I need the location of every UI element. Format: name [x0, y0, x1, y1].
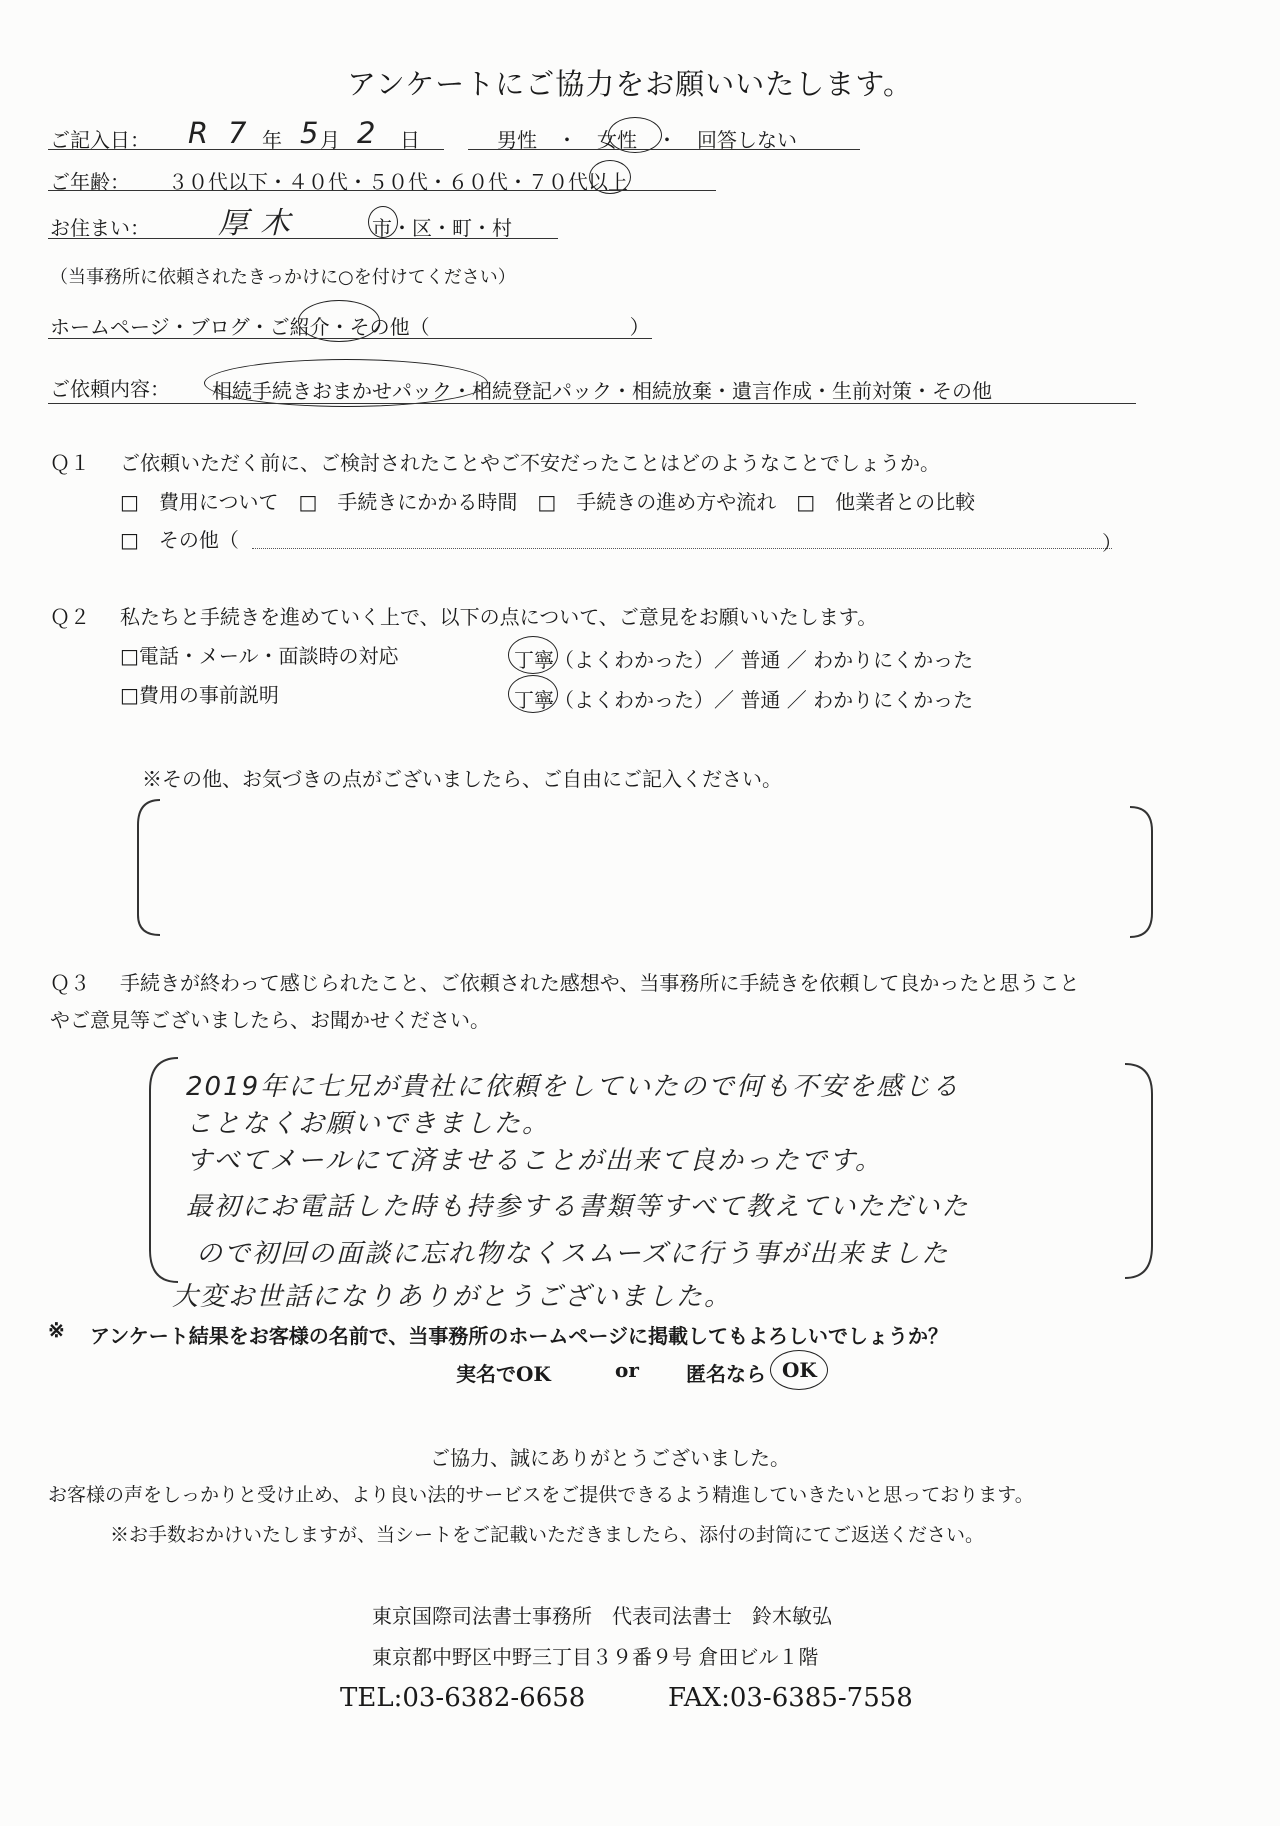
q2-item-1-selected-circle [508, 636, 558, 674]
date-year-unit: 年 [262, 128, 282, 152]
request-selected-circle [204, 359, 488, 407]
trigger-options: ホームページ・ブログ・ご紹介・その他（ ） [50, 315, 650, 339]
residence-underline [48, 238, 558, 239]
q3-answer-box-left-bracket [150, 1058, 178, 1282]
q2-item-2-scale: 丁寧（よくわかった）／ 普通 ／ わかりにくかった [514, 688, 974, 712]
age-selected-circle [589, 160, 631, 194]
age-underline [48, 190, 716, 191]
q3-answer-line-2: ことなくお願いできました。 [186, 1109, 551, 1139]
q2-other-prompt: ※その他、お気づきの点がございましたら、ご自由にご記入ください。 [142, 767, 782, 791]
date-era-value: R [188, 116, 212, 150]
closing-return-note: ※お手数おかけいたしますが、当シートをご記載いただきましたら、添付の封筒にてご返送ください。 [110, 1524, 985, 1546]
office-address: 東京都中野区中野三丁目３９番９号 倉田ビル１階 [372, 1645, 819, 1669]
q2-question: 私たちと手続きを進めていく上で、以下の点について、ご意見をお願いいたします。 [120, 605, 878, 629]
request-options: 相続手続きおまかせパック・相続登記パック・相続放棄・遺言作成・生前対策・その他 [212, 379, 992, 403]
residence-label: お住まい： [50, 216, 150, 240]
q3-answer-line-5: ので初回の面談に忘れ物なくスムーズに行う事が出来ました [196, 1239, 950, 1269]
q1-question: ご依頼いただく前に、ご検討されたことやご不安だったことはどのようなことでしょうか。 [120, 451, 940, 475]
residence-units: 市・区・町・村 [372, 216, 512, 240]
q3-question-line1: 手続きが終わって感じられたこと、ご依頼された感想や、当事務所に手続きを依頼して良かったと思うこと [120, 971, 1080, 995]
date-month-unit: 月 [320, 128, 340, 152]
age-options: ３０代以下・４０代・５０代・６０代・７０代以上 [168, 170, 628, 194]
gender-underline [468, 149, 860, 150]
q1-options: □ 費用について □ 手続きにかかる時間 □ 手続きの進め方や流れ □ 他業者との比較 [120, 490, 976, 514]
age-label: ご年齢： [50, 170, 130, 194]
trigger-underline [48, 338, 652, 339]
residence-city-value: 厚木 [218, 206, 302, 241]
q1-number: Ｑ１ [50, 451, 90, 475]
date-year-value: 7 [228, 116, 250, 150]
publish-selected-circle [770, 1350, 828, 1390]
office-tel: TEL:03-6382-6658 [340, 1683, 586, 1713]
q2-number: Ｑ２ [50, 605, 90, 629]
closing-thanks: ご協力、誠にありがとうございました。 [430, 1446, 790, 1470]
gender-options: 男性 ・ 女性 ・ 回答しない [497, 128, 797, 152]
q1-other-start: □ その他（ [120, 528, 239, 552]
q2-item-2-selected-circle [508, 675, 558, 713]
gender-selected-circle [608, 117, 662, 153]
date-month-value: 5 [300, 116, 322, 150]
date-underline [48, 149, 444, 150]
office-fax: FAX:03-6385-7558 [668, 1683, 913, 1713]
publish-question: アンケート結果をお客様の名前で、当事務所のホームページに掲載してもよろしいでしょうか？ [90, 1324, 948, 1348]
trigger-selected-circle [298, 300, 380, 342]
residence-selected-circle [368, 206, 398, 238]
q3-answer-line-4: 最初にお電話した時も持参する書類等すべて教えていただいた [186, 1192, 970, 1222]
request-underline [48, 403, 1136, 404]
date-day-unit: 日 [400, 128, 420, 152]
request-label: ご依頼内容： [50, 377, 170, 401]
q2-comment-box [130, 795, 1160, 945]
publish-option-real: 実名でOK [456, 1362, 551, 1386]
publish-option-anon: 匿名なら [686, 1362, 766, 1386]
q2-item-1-scale: 丁寧（よくわかった）／ 普通 ／ わかりにくかった [514, 648, 974, 672]
q3-answer-line-3: すべてメールにて済ませることが出来て良かったです。 [186, 1146, 883, 1176]
q2-comment-box-right-bracket [1130, 807, 1152, 937]
date-day-value: 2 [357, 116, 379, 150]
q2-item-1-label: □電話・メール・面談時の対応 [120, 644, 399, 668]
q3-answer-line-1: 2019年に七兄が貴社に依頼をしていたので何も不安を感じる [186, 1072, 961, 1102]
trigger-note: （当事務所に依頼されたきっかけに○を付けてください） [50, 267, 516, 288]
q1-other-underline [252, 548, 1112, 549]
publish-or: or [615, 1358, 639, 1382]
date-label: ご記入日： [50, 128, 150, 152]
q1-other-end: ） [1102, 531, 1122, 555]
q3-answer-box-right-bracket [1125, 1064, 1152, 1278]
q2-item-2-label: □費用の事前説明 [120, 683, 279, 707]
publish-option-ok: OK [782, 1358, 817, 1382]
q3-answer-line-6: 大変お世話になりありがとうございました。 [172, 1282, 733, 1312]
page-title: アンケートにご協力をお願いいたします。 [347, 67, 913, 101]
closing-message: お客様の声をしっかりと受け止め、より良い法的サービスをご提供できるよう精進していきたいと思っております。 [48, 1484, 1034, 1506]
q3-number: Ｑ３ [50, 971, 90, 995]
q3-question-line2: やご意見等ございましたら、お聞かせください。 [50, 1008, 490, 1032]
q2-comment-box-left-bracket [138, 800, 160, 935]
office-name: 東京国際司法書士事務所 代表司法書士 鈴木敏弘 [372, 1604, 832, 1628]
publish-mark: ※ [48, 1318, 65, 1342]
